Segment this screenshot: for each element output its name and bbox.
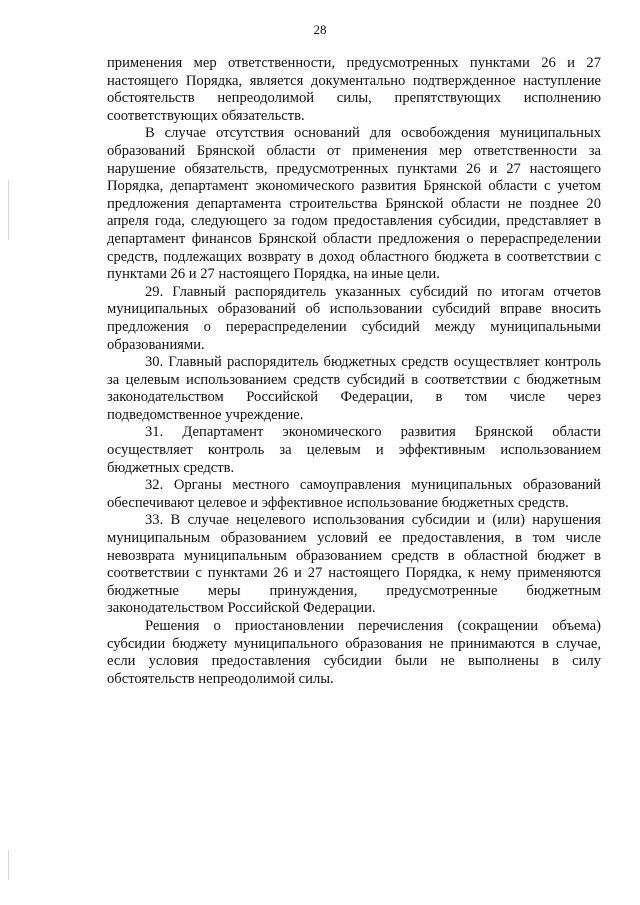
- paragraph-29: 29. Главный распорядитель указанных субсидий по итогам отчетов муниципальных образований об использовании субсидий вправе вносить предложения о перераспределении субсидий между муниципальными образованиями.: [107, 283, 601, 353]
- paragraph-32: 32. Органы местного самоуправления муниципальных образований обеспечивают целевое и эффективное использование бюджетных средств.: [107, 477, 601, 511]
- paragraph-31: 31. Департамент экономического развития Брянской области осуществляет контроль за целевым и эффективным использованием бюджетных средств.: [107, 424, 601, 476]
- document-body: [107, 55, 601, 688]
- paragraph-1: применения мер ответственности, предусмотренных пунктами 26 и 27 настоящего Порядка, является документально подтвержденное наступление обстоятельств непреодолимой силы, препятствующих исполнению соответствующих обязательств.: [107, 55, 601, 124]
- paragraph-decisions: Решения о приостановлении перечисления (сокращении объема) субсидии бюджету муниципального образования не принимаются в случае, если условия предоставления субсидии были не выполнены в силу обстоятельств непреодолимой силы.: [107, 618, 601, 687]
- page-number: 28: [313, 22, 327, 37]
- scan-edge-mark: [8, 180, 9, 240]
- paragraph-30: 30. Главный распорядитель бюджетных средств осуществляет контроль за целевым использованием средств субсидий в соответствии с бюджетным законодательством Российской Федерации, в том числе через подведомственное учреждение.: [107, 354, 601, 423]
- paragraph-2: В случае отсутствия оснований для освобождения муниципальных образований Брянской области от применения мер ответственности за нарушение обязательств, предусмотренных пунктами 26 и 27 настоящего Порядка, департамент экономического развития Брянской области с учетом предложения департамента строительства Брянской области не позднее 20 апреля года, следующего за годом предоставления субсидии, представляет в департамент финансов Брянской области предложения о перераспределении средств, подлежащих возврату в доход областного бюджета в соответствии с пунктами 26 и 27 настоящего Порядка, на иные цели.: [107, 125, 601, 283]
- scan-edge-mark: [8, 850, 9, 880]
- paragraph-33: 33. В случае нецелевого использования субсидии и (или) нарушения муниципальным образованием условий ее предоставления, в том числе невозврата муниципальным образованием средств в областной бюджет в соответствии с пунктами 26 и 27 настоящего Порядка, к нему применяются бюджетные меры принуждения, предусмотренные бюджетным законодательством Российской Федерации.: [107, 512, 601, 617]
